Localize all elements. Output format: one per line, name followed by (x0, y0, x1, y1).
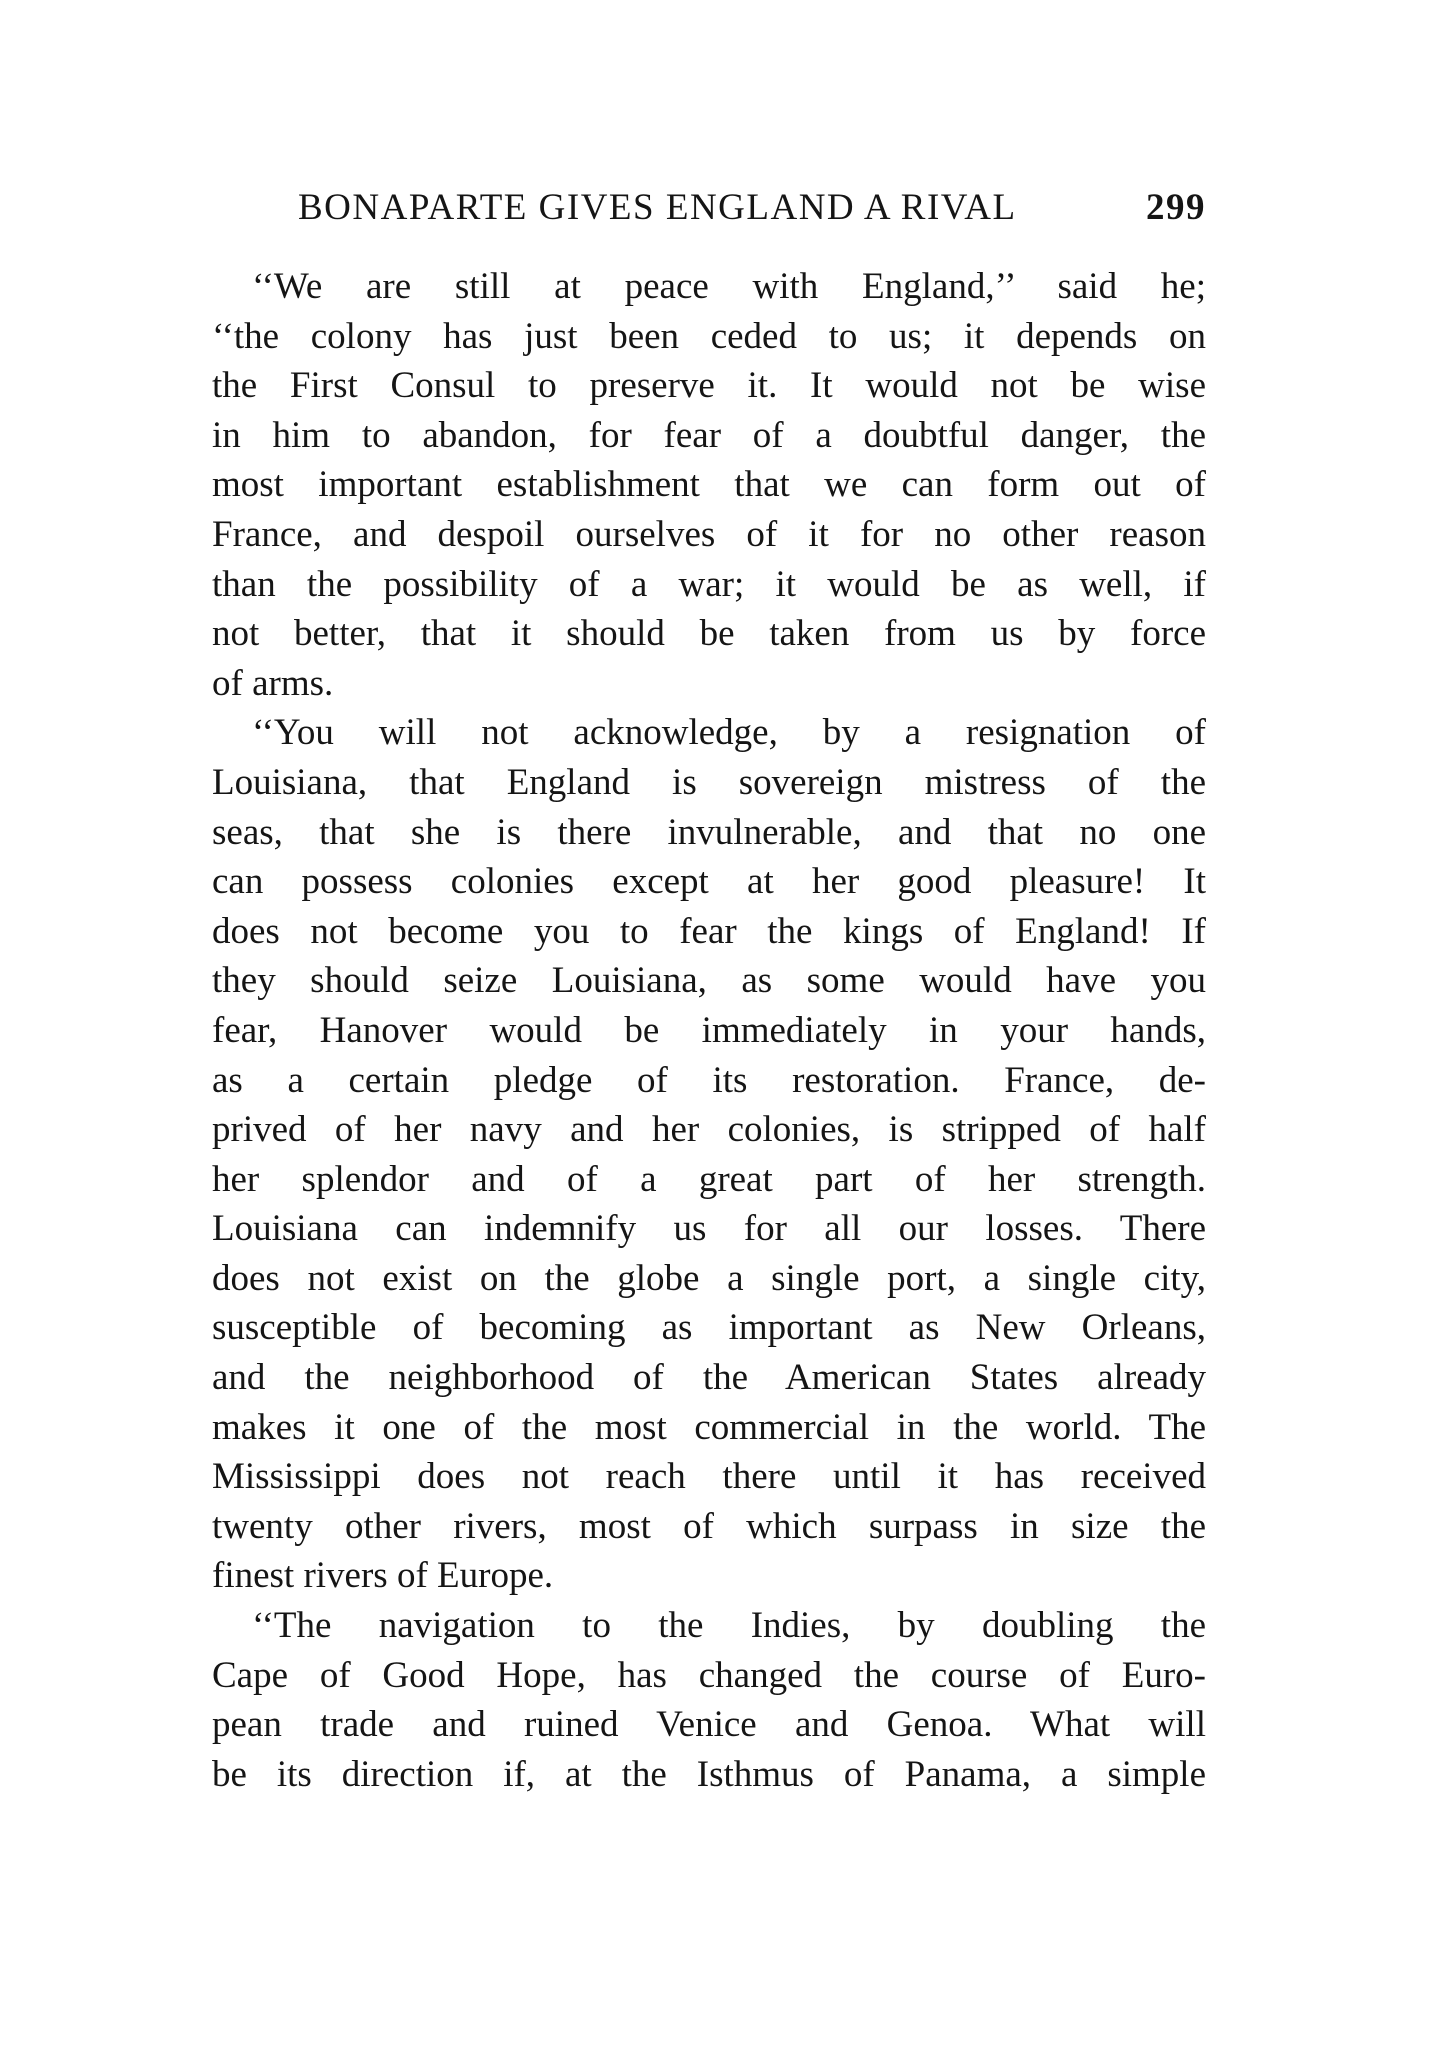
running-head-title: BONAPARTE GIVES ENGLAND A RIVAL (298, 187, 1017, 228)
text-line: ‘‘We are still at peace with England,’’ said he; (252, 266, 1206, 307)
text-line: in him to abandon, for fear of a doubtful danger, the (212, 414, 1206, 456)
text-line: Louisiana, that England is sovereign mistress of the (212, 761, 1206, 803)
text-line: ‘‘The navigation to the Indies, by doubling the (252, 1605, 1206, 1647)
text-line: Mississippi does not reach there until it has received (212, 1456, 1206, 1498)
paragraph-3 (212, 1601, 1206, 1799)
text-line: of arms. (212, 662, 334, 704)
running-head (212, 182, 1206, 234)
text-line: than the possibility of a war; it would be as well, if (212, 563, 1206, 605)
text-line: her splendor and of a great part of her strength. (212, 1158, 1206, 1200)
text-line: Louisiana can indemnify us for all our losses. There (212, 1208, 1206, 1250)
text-line: finest rivers of Europe. (212, 1555, 554, 1597)
text-line: makes it one of the most commercial in the world. The (212, 1406, 1206, 1448)
text-line: Cape of Good Hope, has changed the course of Euro- (212, 1654, 1206, 1696)
text-line: the First Consul to preserve it. It would not be wise (212, 365, 1206, 407)
text-line: they should seize Louisiana, as some would have you (212, 960, 1206, 1002)
paragraph-2 (212, 708, 1206, 1601)
text-line: France, and despoil ourselves of it for no other reason (212, 513, 1206, 555)
text-line: twenty other rivers, most of which surpass in size the (212, 1505, 1206, 1547)
text-line: susceptible of becoming as important as New Orleans, (212, 1307, 1206, 1349)
text-line: not better, that it should be taken from us by force (212, 613, 1206, 655)
text-line: does not exist on the globe a single port, a single city, (212, 1257, 1206, 1299)
text-line: as a certain pledge of its restoration. France, de- (212, 1059, 1206, 1101)
text-line: can possess colonies except at her good pleasure! It (212, 861, 1206, 903)
text-line: and the neighborhood of the American States already (212, 1357, 1206, 1399)
text-line: seas, that she is there invulnerable, and that no one (212, 811, 1206, 853)
body-text (212, 262, 1206, 1799)
text-line: be its direction if, at the Isthmus of Panama, a simple (212, 1753, 1206, 1795)
text-line: fear, Hanover would be immediately in your hands, (212, 1009, 1206, 1051)
text-line: does not become you to fear the kings of England! If (212, 910, 1206, 952)
text-line: ‘‘the colony has just been ceded to us; it depends on (212, 315, 1206, 357)
text-line: prived of her navy and her colonies, is stripped of half (212, 1109, 1206, 1151)
text-line: most important establishment that we can form out of (212, 464, 1206, 506)
paragraph-1 (212, 262, 1206, 708)
page-number: 299 (1146, 187, 1206, 228)
text-line: ‘‘You will not acknowledge, by a resignation of (252, 712, 1206, 754)
text-line: pean trade and ruined Venice and Genoa. What will (212, 1704, 1206, 1746)
